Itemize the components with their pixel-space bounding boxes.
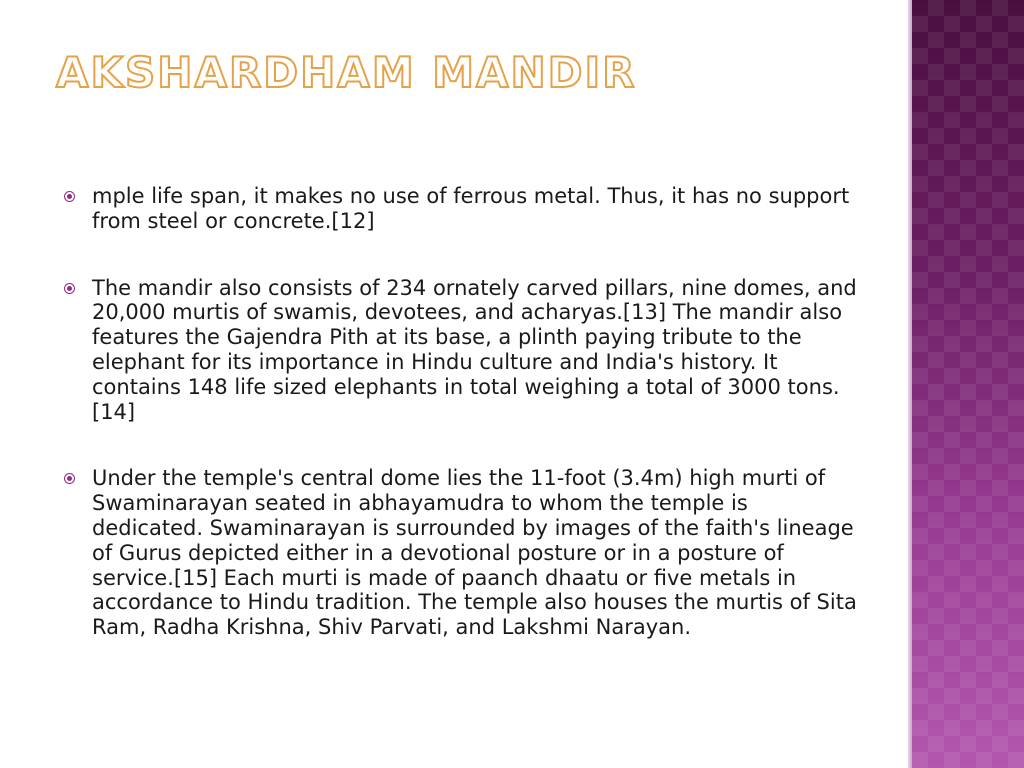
bullet-item [62,466,862,640]
bullet-text: The mandir also consists of 234 ornately carved pillars, nine domes, and 20,000 murtis of swamis, devotees, and acharyas.[13] The mandir also features the Gajendra Pith at its base, a plinth paying tribute to the elephant for its importance in Hindu culture and India's history. It contains 148 life sized elephants in total weighing a total of 3000 tons.[14] [92,275,857,424]
bullet-item [62,276,862,425]
decorative-side-band [912,0,1024,768]
circle-dot-bullet-icon [62,184,92,209]
bullet-text: mple life span, it makes no use of ferrous metal. Thus, it has no support from steel or concrete.[12] [92,184,850,233]
circle-dot-bullet-icon [62,466,92,491]
slide-title: AKSHARDHAM MANDIR [56,48,637,97]
bullet-item [62,184,862,234]
bullet-list [62,184,862,682]
circle-dot-bullet-icon [62,276,92,301]
bullet-text: Under the temple's central dome lies the 11-foot (3.4m) high murti of Swaminarayan seated in abhayamudra to whom the temple is dedicated. Swaminarayan is surrounded by images of the faith's lineage of Gurus depicted either in a devotional posture or in a posture of service.[15] Each murti is made of paanch dhaatu or five metals in accordance to Hindu tradition. The temple also houses the murtis of Sita Ram, Radha Krishna, Shiv Parvati, and Lakshmi Narayan. [92,466,857,640]
